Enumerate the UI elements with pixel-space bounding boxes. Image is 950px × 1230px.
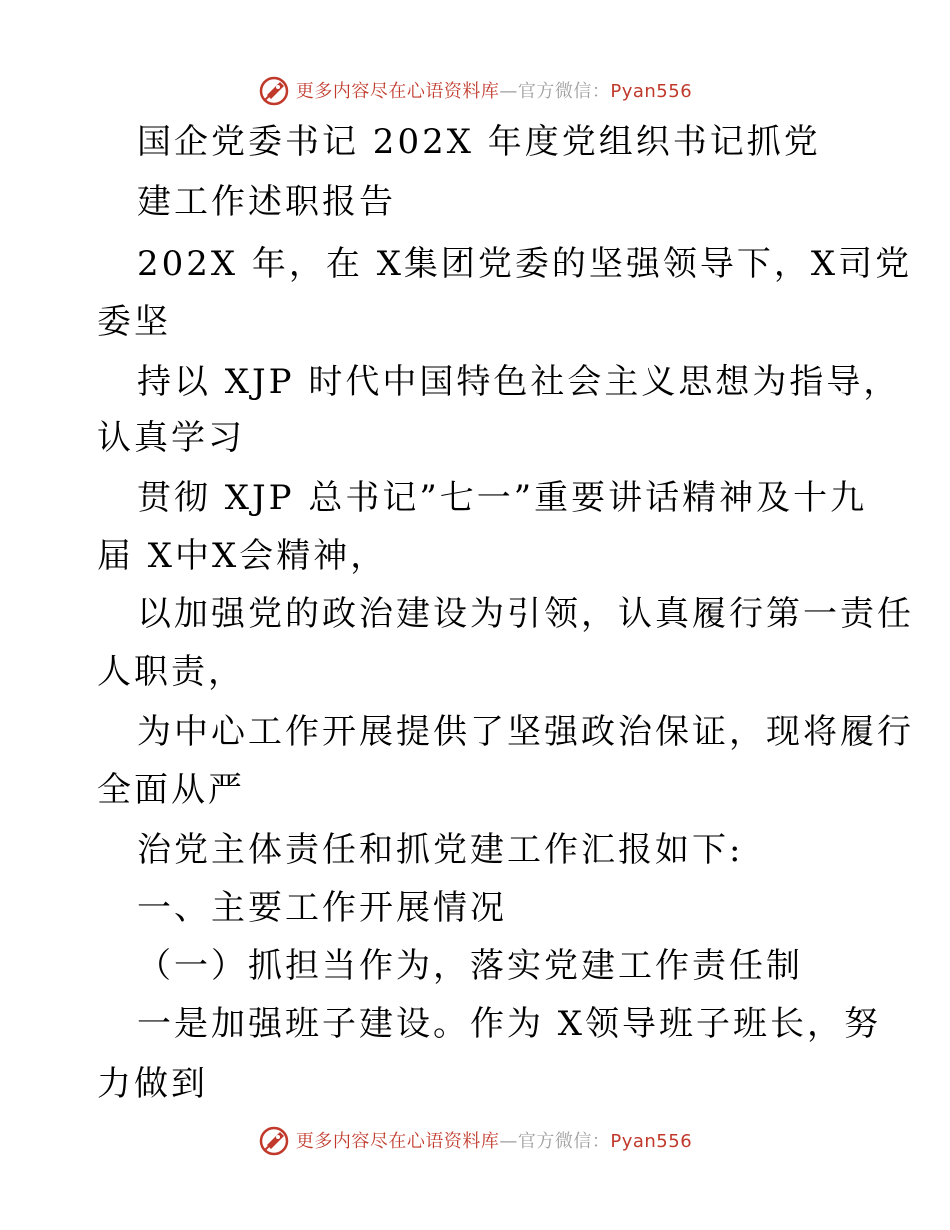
pen-nib-seal-icon xyxy=(258,1123,292,1157)
paragraph-line: 治党主体责任和抓党建工作汇报如下: xyxy=(137,830,744,870)
paragraph-line: 认真学习 xyxy=(97,418,245,458)
watermark-channel: 官方微信： xyxy=(517,1131,611,1152)
paragraph-line: 以加强党的政治建设为引领，认真履行第一责任 xyxy=(137,594,914,634)
paragraph-line: 202X 年，在 X集团党委的坚强领导下，X司党 xyxy=(137,244,913,284)
title-line-1: 国企党委书记 202X 年度党组织书记抓党 xyxy=(137,122,821,162)
watermark-separator: — xyxy=(499,81,518,102)
paragraph-line: 力做到 xyxy=(97,1064,208,1104)
section-heading: 一、主要工作开展情况 xyxy=(137,888,507,928)
subsection-heading: （一）抓担当作为，落实党建工作责任制 xyxy=(137,946,803,986)
watermark-main: 更多内容尽在心语资料库 xyxy=(295,81,500,102)
pen-nib-seal-icon xyxy=(258,73,292,107)
paragraph-line: 全面从严 xyxy=(97,770,245,810)
watermark-channel: 官方微信： xyxy=(517,81,611,102)
watermark-text xyxy=(296,77,692,103)
paragraph-line: 贯彻 XJP 总书记”七一”重要讲话精神及十九 xyxy=(137,478,868,518)
paragraph-line: 人职责， xyxy=(97,652,245,692)
paragraph-line: 委坚 xyxy=(97,302,171,342)
paragraph-line: 届 X中X会精神， xyxy=(97,536,388,576)
watermark-main: 更多内容尽在心语资料库 xyxy=(295,1131,500,1152)
title-line-2: 建工作述职报告 xyxy=(137,182,396,222)
watermark-id: Pyan556 xyxy=(610,1131,693,1152)
watermark-text xyxy=(296,1127,692,1153)
paragraph-line: 持以 XJP 时代中国特色社会主义思想为指导， xyxy=(137,362,901,402)
watermark-separator: — xyxy=(499,1131,518,1152)
header-watermark xyxy=(0,72,950,108)
footer-watermark xyxy=(0,1122,950,1158)
paragraph-line: 一是加强班子建设。作为 X领导班子班长，努 xyxy=(137,1004,882,1044)
watermark-id: Pyan556 xyxy=(610,81,693,102)
paragraph-line: 为中心工作开展提供了坚强政治保证，现将履行 xyxy=(137,712,914,752)
